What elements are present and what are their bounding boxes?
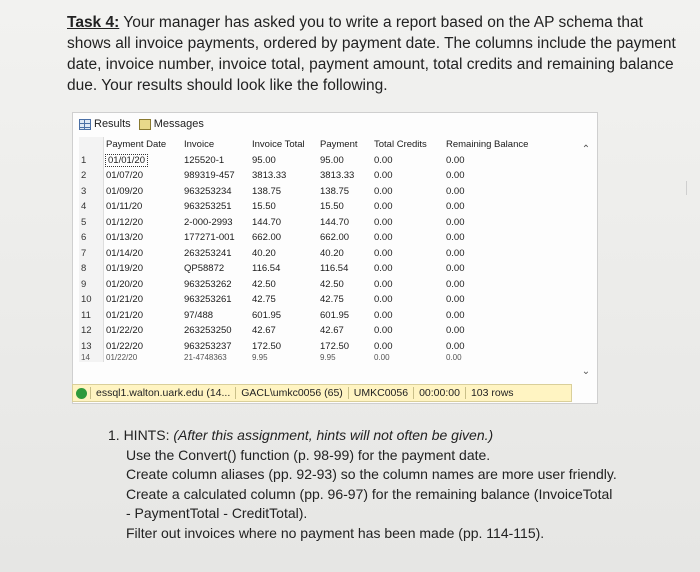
hints-heading-label: 1. HINTS: — [108, 427, 170, 443]
cell-invoice-value: 21-4748363 — [184, 354, 227, 362]
cell-remaining-balance[interactable] — [444, 168, 548, 184]
row-number-header — [79, 137, 104, 153]
cell-payment[interactable] — [318, 184, 372, 200]
query-status-bar — [72, 384, 572, 402]
results-tabs — [79, 115, 204, 133]
cell-payment-date[interactable] — [104, 323, 183, 339]
cell-payment-date-value: 01/21/20 — [106, 309, 143, 321]
table-row[interactable] — [79, 308, 548, 324]
cell-remaining-balance[interactable] — [444, 277, 548, 293]
cell-invoice-total-value: 40.20 — [252, 247, 276, 259]
row-number[interactable]: 4 — [79, 199, 104, 215]
cell-remaining-balance[interactable] — [444, 354, 548, 362]
cell-invoice-total[interactable] — [250, 308, 318, 324]
cell-total-credits[interactable] — [372, 246, 444, 262]
cell-invoice-total[interactable] — [250, 199, 318, 215]
cell-remaining-balance-value: 0.00 — [446, 232, 465, 244]
row-number[interactable]: 14 — [79, 354, 104, 362]
cell-payment-date-value: 01/21/20 — [106, 294, 143, 306]
cell-invoice[interactable] — [182, 168, 250, 184]
status-rows: 103 rows — [465, 387, 519, 399]
cell-invoice-total[interactable] — [250, 277, 318, 293]
cell-total-credits-value: 0.00 — [374, 185, 393, 197]
cell-invoice-total-value: 9.95 — [252, 354, 268, 362]
status-server: essql1.walton.uark.edu (14... — [90, 387, 235, 399]
cell-remaining-balance-value: 0.00 — [446, 294, 465, 306]
table-row[interactable] — [79, 199, 548, 215]
grid-icon — [79, 119, 91, 130]
cell-payment-date[interactable] — [104, 354, 183, 362]
cell-payment[interactable] — [318, 339, 372, 355]
cell-total-credits-value: 0.00 — [374, 263, 393, 275]
col-header-remaining-balance[interactable]: Remaining Balance — [446, 139, 529, 151]
cell-total-credits-value: 0.00 — [374, 354, 390, 362]
scroll-down-icon[interactable]: ⌄ — [581, 366, 591, 377]
cell-invoice-value: 263253250 — [184, 325, 232, 337]
cell-invoice[interactable] — [182, 230, 250, 246]
cell-invoice[interactable] — [182, 261, 250, 277]
cell-total-credits[interactable] — [372, 168, 444, 184]
cell-invoice-total[interactable] — [250, 354, 318, 362]
cell-payment[interactable] — [318, 168, 372, 184]
cell-remaining-balance-value: 0.00 — [446, 278, 465, 290]
cell-payment-date-value: 01/19/20 — [106, 263, 143, 275]
cell-payment-date-value: 01/01/20 — [108, 154, 145, 166]
tab-messages-label: Messages — [153, 118, 204, 130]
grid-body — [79, 153, 548, 363]
cell-payment-value: 42.75 — [320, 294, 344, 306]
cell-payment-value: 15.50 — [320, 201, 344, 213]
cell-payment-value: 116.54 — [320, 263, 349, 275]
cell-total-credits-value: 0.00 — [374, 325, 393, 337]
hint-item: Use the Convert() function (p. 98-99) for the payment date. — [126, 446, 491, 463]
table-row[interactable] — [79, 168, 548, 184]
cell-invoice-total-value: 42.75 — [252, 294, 276, 306]
cell-invoice-value: 2-000-2993 — [184, 216, 233, 228]
row-number[interactable]: 13 — [79, 339, 104, 355]
task-text: Your manager has asked you to write a report based on the AP schema that shows all invoice payments, ordered by payment date. The columns include the payment date, invoice number, invoice total, payment amount, total credits and remaining balance due. Your results should look like the following. — [67, 14, 676, 94]
cell-total-credits-value: 0.00 — [374, 232, 393, 244]
cell-invoice-total-value: 42.50 — [252, 278, 276, 290]
cell-payment-date-value: 01/22/20 — [106, 340, 143, 352]
cell-remaining-balance-value: 0.00 — [446, 354, 462, 362]
cell-total-credits[interactable] — [372, 292, 444, 308]
cell-total-credits[interactable] — [372, 261, 444, 277]
table-row[interactable] — [79, 230, 548, 246]
tab-messages[interactable] — [139, 118, 204, 130]
cell-invoice-value: 989319-457 — [184, 170, 235, 182]
cell-payment[interactable] — [318, 277, 372, 293]
hints-heading — [108, 426, 668, 446]
cell-payment-value: 601.95 — [320, 309, 350, 321]
cell-invoice-total[interactable] — [250, 246, 318, 262]
cell-payment[interactable] — [318, 323, 372, 339]
cell-remaining-balance-value: 0.00 — [446, 185, 465, 197]
cell-payment[interactable] — [318, 153, 372, 169]
cell-payment-value: 3813.33 — [320, 170, 355, 182]
cell-remaining-balance[interactable] — [444, 261, 548, 277]
cell-invoice-value: 97/488 — [184, 309, 214, 321]
cell-payment-date[interactable] — [104, 277, 183, 293]
cell-payment-date[interactable] — [104, 184, 183, 200]
cell-invoice-value: 963253234 — [184, 185, 232, 197]
cell-total-credits[interactable] — [372, 184, 444, 200]
hint-item: Create column aliases (pp. 92-93) so the column names are more user friendly. — [126, 466, 617, 482]
table-row[interactable] — [79, 323, 548, 339]
hint-item: - PaymentTotal - CreditTotal). — [126, 505, 308, 521]
col-header-payment[interactable]: Payment — [320, 139, 358, 151]
cell-remaining-balance-value: 0.00 — [446, 170, 465, 182]
table-row[interactable] — [79, 261, 548, 277]
cell-total-credits[interactable] — [372, 199, 444, 215]
cell-total-credits-value: 0.00 — [374, 278, 393, 290]
table-row[interactable] — [79, 246, 548, 262]
cell-invoice-value: QP58872 — [184, 263, 225, 275]
cell-invoice-total[interactable] — [250, 261, 318, 277]
cell-payment-value: 42.50 — [320, 278, 344, 290]
hint-item: Create a calculated column (pp. 96-97) for the remaining balance (InvoiceTotal — [126, 485, 613, 502]
cell-total-credits[interactable] — [372, 323, 444, 339]
cell-payment[interactable] — [318, 230, 372, 246]
cell-invoice-total[interactable] — [250, 153, 318, 169]
cell-remaining-balance[interactable] — [444, 184, 548, 200]
table-row[interactable] — [79, 277, 548, 293]
cell-payment-value: 662.00 — [320, 232, 350, 244]
cell-payment-date[interactable] — [104, 308, 183, 324]
cell-remaining-balance[interactable] — [444, 199, 548, 215]
cell-payment-date-value: 01/13/20 — [106, 232, 143, 244]
cell-total-credits[interactable] — [372, 277, 444, 293]
cell-payment-date-value: 01/22/20 — [106, 325, 143, 337]
tab-results-label: Results — [94, 118, 131, 130]
cell-remaining-balance-value: 0.00 — [446, 247, 465, 259]
cell-payment[interactable] — [318, 308, 372, 324]
row-number[interactable]: 8 — [79, 261, 104, 277]
cell-payment-value: 95.00 — [320, 154, 344, 166]
cell-payment-date-value: 01/11/20 — [106, 201, 143, 213]
scroll-up-icon[interactable]: ⌃ — [581, 144, 591, 155]
task-paragraph — [67, 12, 677, 96]
cell-invoice-value: 263253241 — [184, 247, 232, 259]
cell-invoice[interactable] — [182, 277, 250, 293]
page-edge-mark — [686, 181, 687, 195]
col-header-invoice[interactable]: Invoice — [184, 139, 215, 151]
cell-remaining-balance-value: 0.00 — [446, 216, 465, 228]
cell-total-credits-value: 0.00 — [374, 294, 393, 306]
cell-total-credits-value: 0.00 — [374, 201, 393, 213]
cell-remaining-balance[interactable] — [444, 339, 548, 355]
cell-payment-value: 9.95 — [320, 354, 336, 362]
cell-invoice-total[interactable] — [250, 184, 318, 200]
status-database: UMKC0056 — [348, 387, 413, 399]
cell-payment-date[interactable] — [104, 292, 183, 308]
cell-remaining-balance[interactable] — [444, 323, 548, 339]
cell-invoice-value: 177271-001 — [184, 232, 235, 244]
hints-block — [108, 426, 668, 543]
cell-invoice[interactable] — [182, 339, 250, 355]
cell-payment-date[interactable] — [104, 246, 183, 262]
cell-payment-date[interactable] — [104, 199, 183, 215]
query-results-pane — [72, 112, 598, 404]
cell-payment-date-value: 01/12/20 — [106, 216, 143, 228]
cell-payment-date[interactable] — [104, 230, 183, 246]
cell-payment-date-value: 01/07/20 — [106, 170, 143, 182]
cell-invoice[interactable] — [182, 153, 250, 169]
messages-icon — [139, 119, 151, 130]
col-header-payment-date[interactable]: Payment Date — [106, 139, 167, 151]
cell-invoice-total[interactable] — [250, 230, 318, 246]
cell-payment-value: 42.67 — [320, 325, 344, 337]
cell-invoice-total-value: 662.00 — [252, 232, 282, 244]
cell-remaining-balance-value: 0.00 — [446, 263, 465, 275]
cell-payment[interactable] — [318, 199, 372, 215]
cell-total-credits[interactable] — [372, 308, 444, 324]
cell-invoice[interactable] — [182, 199, 250, 215]
cell-remaining-balance[interactable] — [444, 215, 548, 231]
cell-payment[interactable] — [318, 354, 372, 362]
row-number[interactable]: 6 — [79, 230, 104, 246]
cell-total-credits-value: 0.00 — [374, 309, 393, 321]
cell-invoice-total-value: 116.54 — [252, 263, 281, 275]
cell-invoice[interactable] — [182, 292, 250, 308]
cell-payment-date-value: 01/09/20 — [106, 185, 143, 197]
results-grid[interactable] — [79, 137, 549, 362]
cell-payment[interactable] — [318, 246, 372, 262]
cell-invoice-total-value: 138.75 — [252, 185, 282, 197]
cell-payment-value: 40.20 — [320, 247, 344, 259]
cell-total-credits-value: 0.00 — [374, 216, 393, 228]
cell-invoice[interactable] — [182, 246, 250, 262]
row-number[interactable]: 9 — [79, 277, 104, 293]
cell-invoice-total-value: 144.70 — [252, 216, 282, 228]
cell-invoice[interactable] — [182, 323, 250, 339]
cell-remaining-balance-value: 0.00 — [446, 340, 465, 352]
task-label: Task 4: — [67, 14, 120, 31]
cell-payment-date[interactable] — [104, 215, 183, 231]
cell-invoice-value: 963253237 — [184, 340, 232, 352]
hint-item: Filter out invoices where no payment has been made (pp. 114-115). — [126, 524, 545, 541]
table-row[interactable] — [79, 153, 548, 169]
cell-invoice-value: 963253262 — [184, 278, 232, 290]
cell-invoice[interactable] — [182, 354, 250, 362]
cell-payment-date[interactable] — [104, 153, 183, 169]
cell-remaining-balance[interactable] — [444, 153, 548, 169]
cell-payment-value: 138.75 — [320, 185, 350, 197]
cell-invoice-total-value: 15.50 — [252, 201, 276, 213]
row-number[interactable]: 3 — [79, 184, 104, 200]
cell-invoice-total-value: 601.95 — [252, 309, 282, 321]
cell-invoice-value: 963253261 — [184, 294, 232, 306]
cell-remaining-balance-value: 0.00 — [446, 154, 465, 166]
cell-payment-date[interactable] — [104, 261, 183, 277]
cell-total-credits[interactable] — [372, 230, 444, 246]
cell-invoice-total-value: 3813.33 — [252, 170, 287, 182]
cell-remaining-balance[interactable] — [444, 308, 548, 324]
cell-remaining-balance[interactable] — [444, 246, 548, 262]
cell-invoice-total[interactable] — [250, 215, 318, 231]
cell-remaining-balance[interactable] — [444, 292, 548, 308]
cell-invoice[interactable] — [182, 308, 250, 324]
tab-results[interactable] — [79, 118, 131, 130]
table-row[interactable] — [79, 215, 548, 231]
cell-total-credits-value: 0.00 — [374, 247, 393, 259]
status-elapsed: 00:00:00 — [413, 387, 465, 399]
cell-invoice-total[interactable] — [250, 168, 318, 184]
cell-payment[interactable] — [318, 292, 372, 308]
row-number[interactable]: 2 — [79, 168, 104, 184]
row-number[interactable]: 1 — [79, 153, 104, 169]
col-header-invoice-total[interactable]: Invoice Total — [252, 139, 305, 151]
cell-invoice-total[interactable] — [250, 292, 318, 308]
cell-invoice-total-value: 95.00 — [252, 154, 276, 166]
cell-invoice[interactable] — [182, 215, 250, 231]
row-number[interactable]: 12 — [79, 323, 104, 339]
cell-total-credits-value: 0.00 — [374, 154, 393, 166]
table-row[interactable] — [79, 339, 548, 355]
row-number[interactable]: 11 — [79, 308, 104, 324]
table-row[interactable] — [79, 184, 548, 200]
table-row[interactable] — [79, 354, 548, 362]
cell-remaining-balance[interactable] — [444, 230, 548, 246]
cell-payment-date-value: 01/14/20 — [106, 247, 143, 259]
cell-invoice-total-value: 42.67 — [252, 325, 276, 337]
cell-invoice-total[interactable] — [250, 339, 318, 355]
row-number[interactable]: 10 — [79, 292, 104, 308]
status-login: GACL\umkc0056 (65) — [235, 387, 348, 399]
row-number[interactable]: 5 — [79, 215, 104, 231]
cell-total-credits-value: 0.00 — [374, 170, 393, 182]
table-row[interactable] — [79, 292, 548, 308]
cell-remaining-balance-value: 0.00 — [446, 325, 465, 337]
cell-remaining-balance-value: 0.00 — [446, 309, 465, 321]
grid-header-row — [79, 137, 548, 153]
query-success-icon — [76, 388, 87, 399]
cell-total-credits[interactable] — [372, 215, 444, 231]
cell-payment[interactable] — [318, 261, 372, 277]
hints-heading-note: (After this assignment, hints will not often be given.) — [169, 427, 494, 443]
cell-remaining-balance-value: 0.00 — [446, 201, 465, 213]
cell-invoice-total-value: 172.50 — [252, 340, 282, 352]
cell-total-credits-value: 0.00 — [374, 340, 393, 352]
cell-total-credits[interactable] — [372, 354, 444, 362]
cell-total-credits[interactable] — [372, 339, 444, 355]
cell-payment[interactable] — [318, 215, 372, 231]
cell-payment-date-value: 01/20/20 — [106, 278, 143, 290]
cell-payment-value: 172.50 — [320, 340, 350, 352]
cell-payment-date-value: 01/22/20 — [106, 354, 138, 362]
row-number[interactable]: 7 — [79, 246, 104, 262]
cell-payment-value: 144.70 — [320, 216, 350, 228]
cell-invoice-value: 963253251 — [184, 201, 232, 213]
cell-payment-date[interactable] — [104, 339, 183, 355]
col-header-total-credits[interactable]: Total Credits — [374, 139, 427, 151]
cell-total-credits[interactable] — [372, 153, 444, 169]
cell-invoice[interactable] — [182, 184, 250, 200]
cell-invoice-total[interactable] — [250, 323, 318, 339]
cell-payment-date[interactable] — [104, 168, 183, 184]
cell-invoice-value: 125520-1 — [184, 154, 225, 166]
